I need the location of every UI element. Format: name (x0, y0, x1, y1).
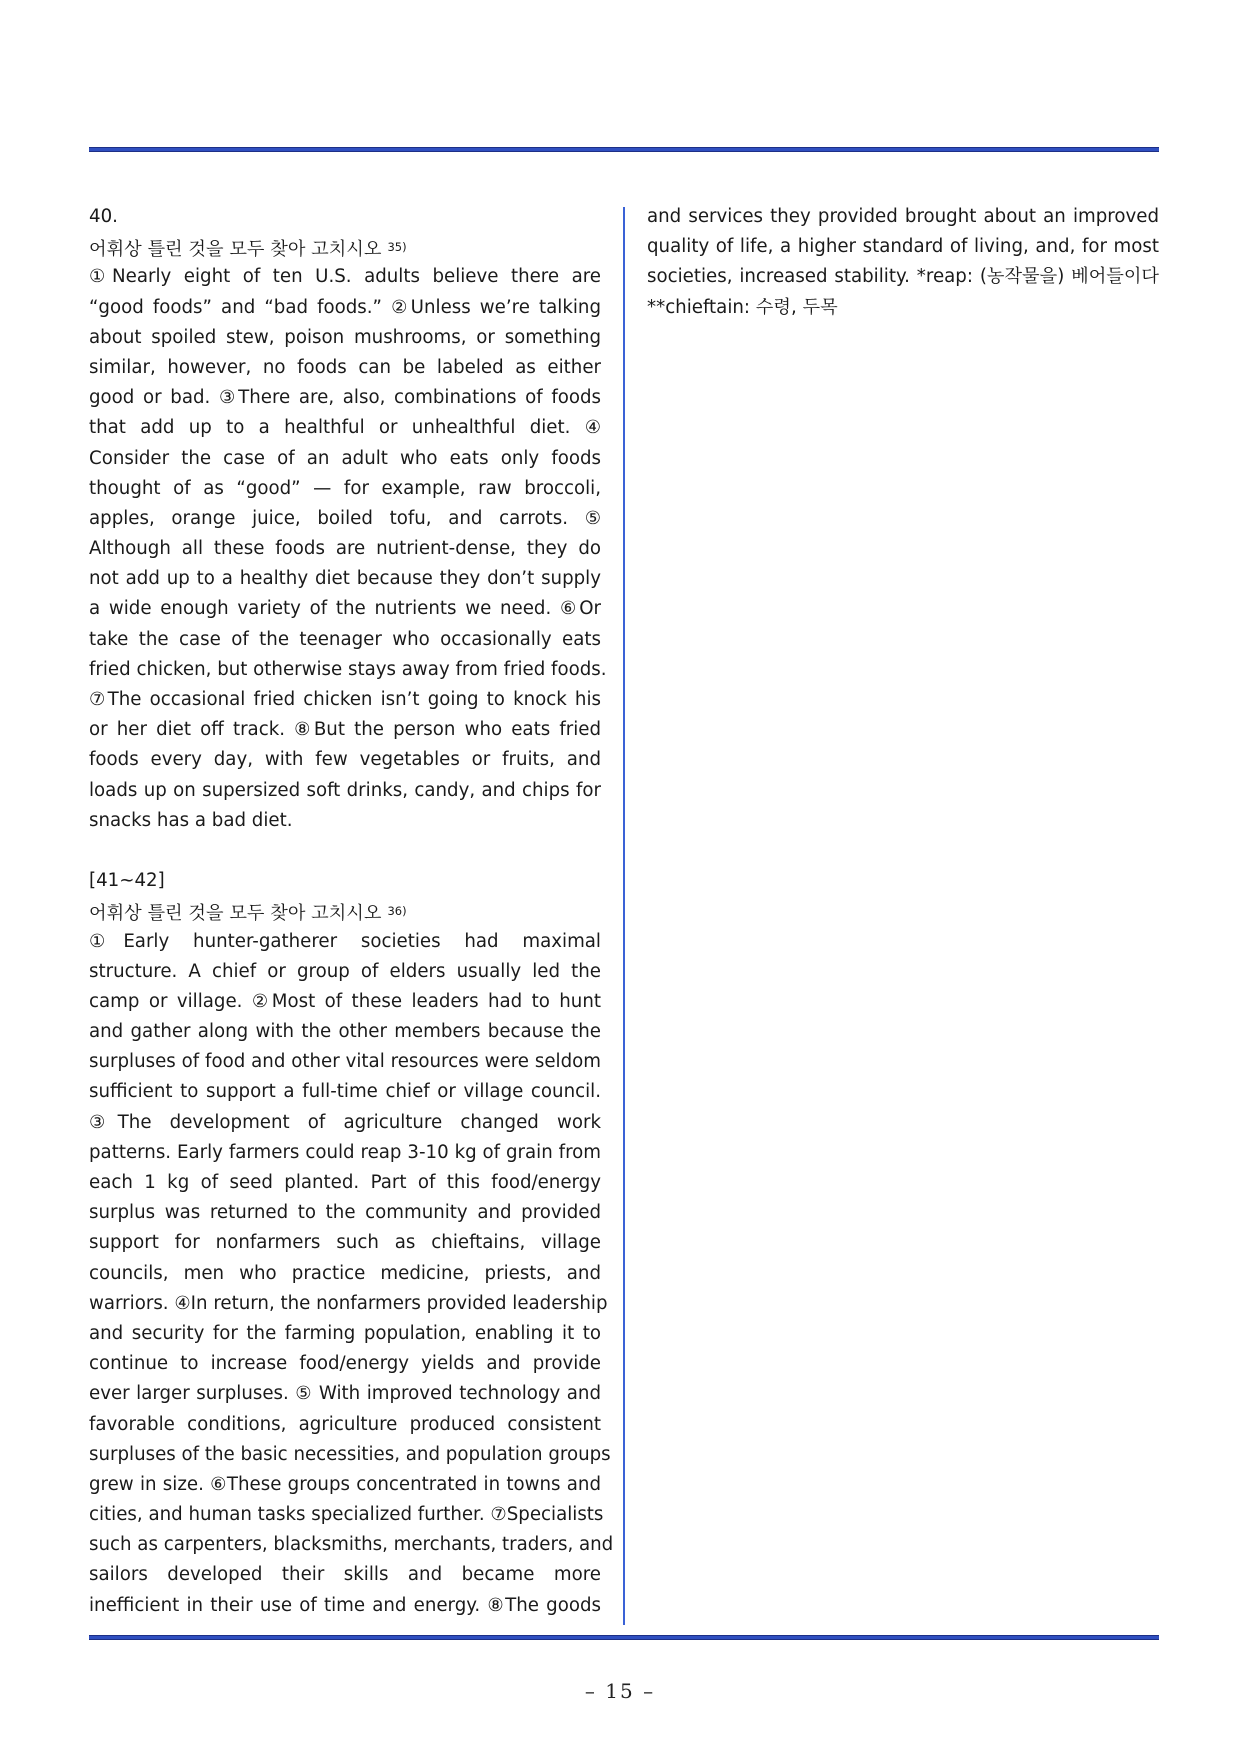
column-divider (623, 207, 625, 1625)
text-line: similar, however, no foods can be labeled as either (89, 356, 601, 378)
question-41-42-passage (89, 927, 614, 1621)
left-column (89, 202, 614, 1621)
question-40-number: 40. (89, 206, 118, 227)
text-line: ever larger surpluses. ⑤ With improved technology and (89, 1383, 601, 1405)
text-line: each 1 kg of seed planted. Part of this food/energy (89, 1172, 601, 1193)
text-line: not add up to a healthy diet because they don’t supply (89, 568, 601, 590)
text-line: sailors developed their skills and became more (89, 1564, 601, 1586)
text-line: continue to increase food/energy yields and provide (89, 1353, 601, 1375)
footnote-marker: 35) (387, 240, 407, 255)
text-line: snacks has a bad diet. (89, 809, 293, 831)
text-line: apples, orange juice, boiled tofu, and carrots. ⑤ (89, 507, 601, 529)
text-line: favorable conditions, agriculture produced consistent (89, 1413, 601, 1435)
text-line: Although all these foods are nutrient-dense, they do (89, 538, 601, 560)
text-line: foods every day, with few vegetables or fruits, and (89, 749, 601, 771)
right-column (647, 202, 1159, 323)
text-line: such as carpenters, blacksmiths, merchants, traders, and (89, 1534, 614, 1556)
text-line: surplus was returned to the community and provided (89, 1202, 601, 1224)
footnote-marker: 36) (387, 904, 407, 919)
text-line: warriors. ④In return, the nonfarmers provided leadership (89, 1292, 608, 1314)
question-40-passage (89, 262, 607, 836)
text-line: support for nonfarmers such as chieftains, village (89, 1232, 601, 1254)
header-rule (89, 147, 1159, 152)
text-line: loads up on supersized soft drinks, candy, and chips for (89, 779, 601, 801)
text-line: ⑦The occasional fried chicken isn’t going to knock his (89, 689, 601, 710)
question-41-42-number: [41~42] (89, 870, 165, 892)
text-line: sufficient to support a full-time chief or village council. (89, 1081, 601, 1103)
text-line: or her diet off track. ⑧But the person who eats fried (89, 719, 601, 741)
text-line: good or bad. ③There are, also, combinations of foods (89, 387, 601, 409)
text-line: and security for the farming population, enabling it to (89, 1322, 601, 1344)
text-line: a wide enough variety of the nutrients we need. ⑥Or (89, 598, 601, 620)
question-40-instruction (89, 232, 601, 262)
text-line: fried chicken, but otherwise stays away from fried foods. (89, 658, 607, 680)
page-number: – 15 – (584, 1679, 656, 1703)
text-line: “good foods” and “bad foods.” ②Unless we’re talking (89, 296, 601, 318)
text-line: Consider the case of an adult who eats only foods (89, 447, 601, 469)
instruction-text: 어휘상 틀린 것을 모두 찾아 고치시오 (89, 239, 382, 261)
text-line: quality of life, a higher standard of living, and, for most (647, 236, 1159, 258)
text-line: that add up to a healthful or unhealthful diet. ④ (89, 417, 601, 439)
text-line: ③The development of agriculture changed work (89, 1111, 601, 1133)
text-line: and gather along with the other members because the (89, 1021, 601, 1043)
text-line: societies, increased stability. *reap: (농작물을) 베어들이다 (647, 266, 1159, 288)
text-line: cities, and human tasks specialized further. ⑦Specialists (89, 1504, 604, 1526)
text-line: structure. A chief or group of elders usually led the (89, 960, 601, 982)
text-line: surpluses of the basic necessities, and population groups (89, 1443, 611, 1465)
text-line: ①Nearly eight of ten U.S. adults believe there are (89, 266, 601, 288)
passage-continuation (647, 202, 1159, 323)
text-line: about spoiled stew, poison mushrooms, or something (89, 326, 601, 348)
text-line: **chieftain: 수령, 두목 (647, 296, 838, 318)
text-line: grew in size. ⑥These groups concentrated in towns and (89, 1473, 601, 1495)
text-line: surpluses of food and other vital resources were seldom (89, 1051, 601, 1073)
text-line: take the case of the teenager who occasionally eats (89, 628, 601, 650)
text-line: camp or village. ②Most of these leaders had to hunt (89, 990, 601, 1012)
text-line: patterns. Early farmers could reap 3-10 kg of grain from (89, 1141, 601, 1163)
footer-rule (89, 1635, 1159, 1640)
text-line: councils, men who practice medicine, priests, and (89, 1262, 601, 1284)
text-line: and services they provided brought about an improved (647, 206, 1159, 227)
text-line: inefficient in their use of time and energy. ⑧The goods (89, 1594, 601, 1616)
text-line: thought of as “good” — for example, raw broccoli, (89, 477, 601, 499)
instruction-text: 어휘상 틀린 것을 모두 찾아 고치시오 (89, 903, 382, 925)
question-41-42-instruction (89, 896, 601, 926)
text-line: ①Early hunter-gatherer societies had maximal (89, 930, 601, 952)
